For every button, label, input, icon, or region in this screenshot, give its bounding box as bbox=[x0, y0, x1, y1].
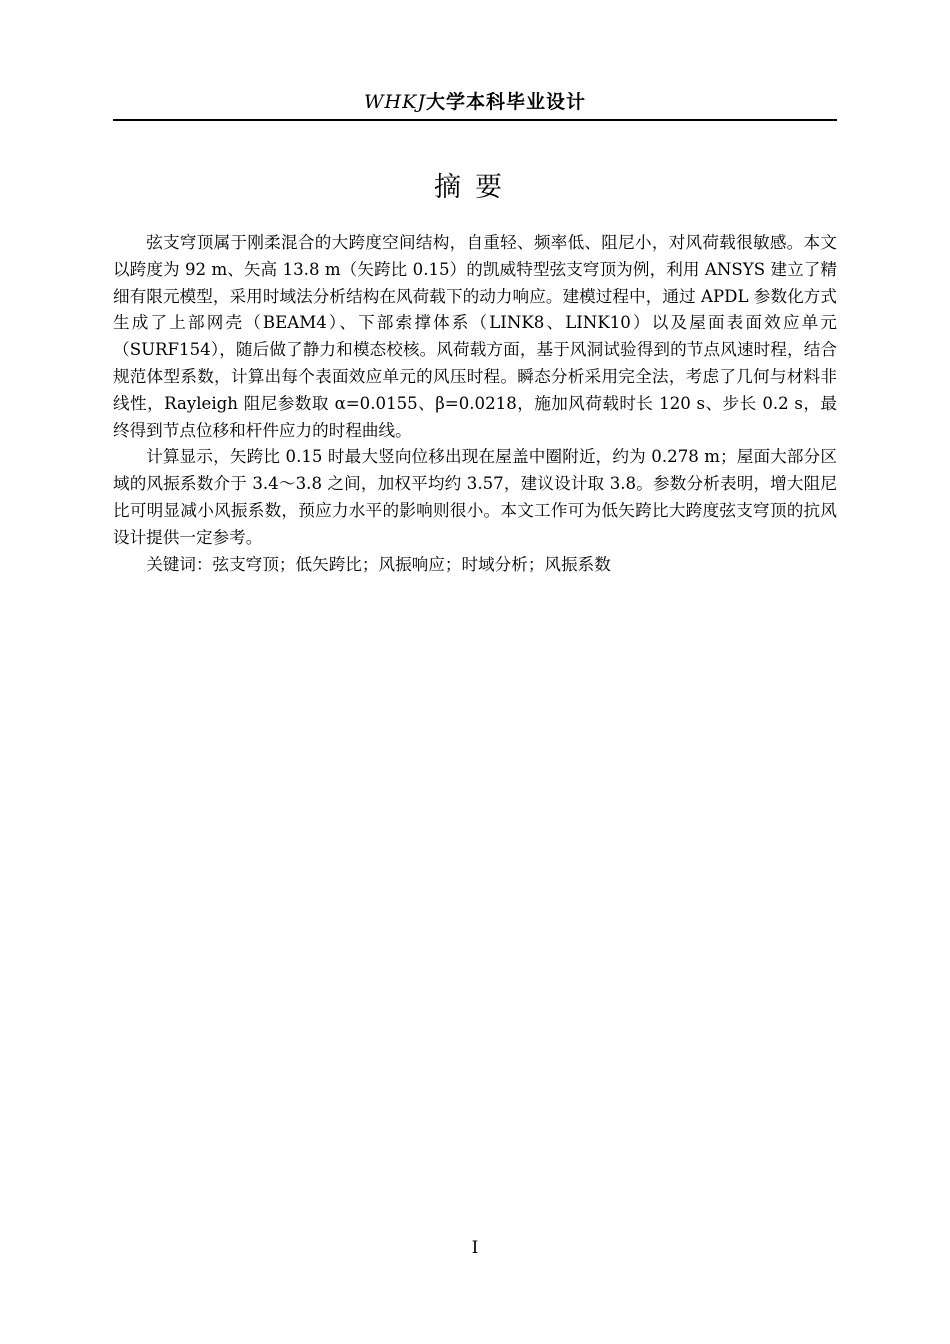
abstract-paragraph: 计算显示，矢跨比 0.15 时最大竖向位移出现在屋盖中圈附近，约为 0.278 m；屋面大部分区域的风振系数介于 3.4～3.8 之间，加权平均约 3.57，建议设计取 3.8。参数分析表明，增大阻尼比可明显减小风振系数，预应力水平的影响则很小。本文工作可为低矢跨比大跨度弦支穹顶的抗风设计提供一定参考。 bbox=[113, 447, 837, 547]
keywords-line: 关键词：弦支穹顶；低矢跨比；风振响应；时域分析；风振系数 bbox=[146, 554, 611, 574]
header-text: 大学本科毕业设计 bbox=[425, 91, 586, 113]
abstract-body bbox=[113, 230, 837, 578]
running-header bbox=[113, 88, 837, 116]
header-rule bbox=[113, 119, 837, 121]
page-title: 摘要 bbox=[434, 172, 516, 203]
header-school-abbrev: WHKJ bbox=[364, 91, 426, 113]
abstract-paragraph: 弦支穹顶属于刚柔混合的大跨度空间结构，自重轻、频率低、阻尼小，对风荷载很敏感。本文以跨度为 92 m、矢高 13.8 m（矢跨比 0.15）的凯威特型弦支穹顶为例，利用 ANSYS 建立了精细有限元模型，采用时域法分析结构在风荷载下的动力响应。建模过程中，通过 APDL 参数化方式生成了上部网壳（BEAM4）、下部索撑体系（LINK8、LINK10）以及屋面表面效应单元（SURF154），随后做了静力和模态校核。风荷载方面，基于风洞试验得到的节点风速时程，结合规范体型系数，计算出每个表面效应单元的风压时程。瞬态分析采用完全法，考虑了几何与材料非线性，Rayleigh 阻尼参数取 α=0.0155、β=0.0218，施加风荷载时长 120 s、步长 0.2 s，最终得到节点位移和杆件应力的时程曲线。 bbox=[113, 233, 837, 440]
page-number: I bbox=[471, 1238, 479, 1258]
